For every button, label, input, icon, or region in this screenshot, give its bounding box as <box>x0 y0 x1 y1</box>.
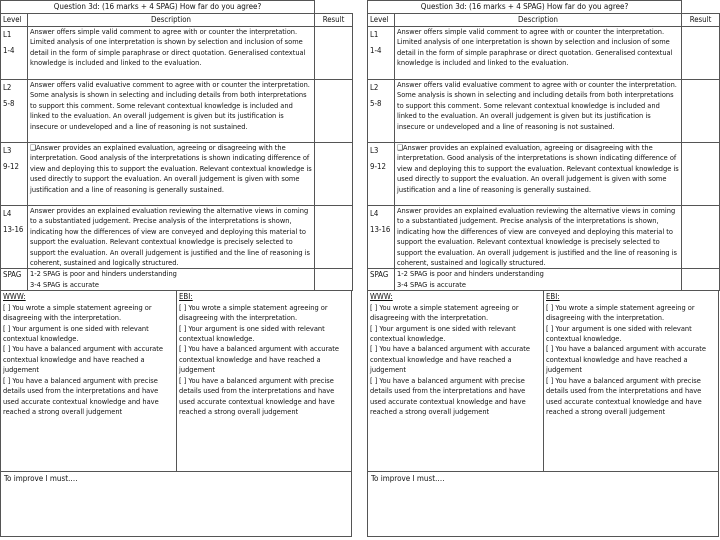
level-tag: L2 <box>370 83 379 92</box>
result-cell[interactable] <box>682 80 720 143</box>
level-range: 1-4 <box>3 46 15 55</box>
level-range: 9-12 <box>370 162 386 171</box>
result-cell[interactable] <box>315 143 353 206</box>
result-cell[interactable] <box>315 80 353 143</box>
spag-result-cell[interactable] <box>682 269 720 291</box>
www-checkbox-item[interactable]: [ ] You have a balanced argument with accurate contextual knowledge and have reached a judgement <box>3 344 163 375</box>
www-checkbox-item[interactable]: [ ] You wrote a simple statement agreeing or disagreeing with the interpretation. <box>370 302 519 323</box>
improve-box[interactable] <box>0 472 352 537</box>
level-description: Answer offers simple valid comment to agree with or counter the interpretation. Limited analysis of one interpretation is shown by selection and inclusion of some detail in the form of simple paraphrase or direct quotation. Generalised contextual knowledge is included and linked to the evaluation. <box>28 27 315 80</box>
level-row-4 <box>368 206 720 269</box>
result-cell[interactable] <box>682 143 720 206</box>
level-tag: L4 <box>370 209 379 218</box>
level-description: Answer offers simple valid comment to agree with or counter the interpretation. Limited analysis of one interpretation is shown by selection and inclusion of some detail in the form of simple paraphrase or direct quotation. Generalised contextual knowledge is included and linked to the evaluation. <box>395 27 682 80</box>
level-range: 5-8 <box>370 99 382 108</box>
level-tag: L4 <box>3 209 12 218</box>
level-range: 5-8 <box>3 99 15 108</box>
www-checkbox-item[interactable]: [ ] You wrote a simple statement agreeing or disagreeing with the interpretation. <box>3 302 152 323</box>
mark-sheet-right <box>367 0 719 537</box>
improve-box[interactable] <box>367 472 719 537</box>
level-row-2 <box>368 80 720 143</box>
spag-line-2: 3-4 SPAG is accurate <box>30 279 99 289</box>
level-range: 13-16 <box>3 225 24 234</box>
www-heading: WWW: <box>3 292 26 302</box>
rubric-table <box>0 0 353 291</box>
ebi-checkbox-item[interactable]: [ ] You wrote a simple statement agreeing or disagreeing with the interpretation. <box>546 302 695 323</box>
result-header: Result <box>682 14 720 27</box>
level-tag: L1 <box>3 30 12 39</box>
feedback-box <box>367 291 719 472</box>
spag-tag: SPAG <box>1 269 28 291</box>
spag-line-1: 1-2 SPAG is poor and hinders understanding <box>30 269 177 279</box>
ebi-heading: EBI: <box>179 292 193 302</box>
ebi-checkbox-item[interactable]: [ ] You have a balanced argument with precise details used from the interpretations and have used accurate contextual knowledge and have reached a strong overall judgement <box>546 375 702 416</box>
improve-prompt: To improve I must…. <box>371 474 445 484</box>
question-title: Question 3d: (16 marks + 4 SPAG) How far do you agree? <box>368 1 682 14</box>
level-range: 9-12 <box>3 162 19 171</box>
result-cell[interactable] <box>315 27 353 80</box>
level-tag: L3 <box>370 146 379 155</box>
ebi-checkbox-item[interactable]: [ ] Your argument is one sided with relevant contextual knowledge. <box>546 323 692 344</box>
spag-line-1: 1-2 SPAG is poor and hinders understanding <box>397 269 544 279</box>
level-row-2 <box>1 80 353 143</box>
feedback-box <box>0 291 352 472</box>
description-header: Description <box>395 14 682 27</box>
www-checkbox-item[interactable]: [ ] Your argument is one sided with relevant contextual knowledge. <box>370 323 516 344</box>
www-heading: WWW: <box>370 292 393 302</box>
level-row-1 <box>1 27 353 80</box>
level-row-3 <box>368 143 720 206</box>
www-checkbox-item[interactable]: [ ] You have a balanced argument with precise details used from the interpretations and have used accurate contextual knowledge and have reached a strong overall judgement <box>370 375 526 416</box>
rubric-table <box>367 0 720 291</box>
level-row-1 <box>368 27 720 80</box>
result-cell[interactable] <box>682 27 720 80</box>
ebi-checkbox-item[interactable]: [ ] You have a balanced argument with accurate contextual knowledge and have reached a judgement <box>179 344 339 375</box>
result-cell[interactable] <box>682 206 720 269</box>
result-cell[interactable] <box>315 206 353 269</box>
level-row-3 <box>1 143 353 206</box>
spag-row <box>1 269 353 291</box>
description-header: Description <box>28 14 315 27</box>
spag-line-2: 3-4 SPAG is accurate <box>397 279 466 289</box>
level-header: Level <box>368 14 395 27</box>
ebi-column <box>543 291 718 471</box>
spag-row <box>368 269 720 291</box>
ebi-checkbox-item[interactable]: [ ] You have a balanced argument with accurate contextual knowledge and have reached a judgement <box>546 344 706 375</box>
ebi-checkbox-item[interactable]: [ ] You wrote a simple statement agreeing or disagreeing with the interpretation. <box>179 302 328 323</box>
spag-result-cell[interactable] <box>315 269 353 291</box>
level-row-4 <box>1 206 353 269</box>
ebi-heading: EBI: <box>546 292 560 302</box>
level-header: Level <box>1 14 28 27</box>
ebi-checkbox-item[interactable]: [ ] You have a balanced argument with precise details used from the interpretations and have used accurate contextual knowledge and have reached a strong overall judgement <box>179 375 335 416</box>
www-column <box>368 291 543 471</box>
level-tag: L3 <box>3 146 12 155</box>
level-tag: L1 <box>370 30 379 39</box>
level-description: Answer provides an explained evaluation reviewing the alternative views in coming to a substantiated judgement. Precise analysis of the interpretations is shown, indicating how the differences of view are conveyed and deploying this material to support the evaluation. Relevant contextual knowledge is precisely selected to support the evaluation. An overall judgement is justified and the line of reasoning is coherent, sustained and logically structured. <box>395 206 682 269</box>
ebi-column <box>176 291 351 471</box>
www-column <box>1 291 176 471</box>
result-header: Result <box>315 14 353 27</box>
level-description: Answer offers valid evaluative comment to agree with or counter the interpretation. Some analysis is shown in selecting and including details from both interpretations to support this comment. Some relevant contextual knowledge is included and linked to the evaluation. An overall judgement is given but its justification is insecure or undeveloped and a line of reasoning is not sustained. <box>28 80 315 143</box>
level-range: 13-16 <box>370 225 391 234</box>
ebi-checkbox-item[interactable]: [ ] Your argument is one sided with relevant contextual knowledge. <box>179 323 325 344</box>
improve-prompt: To improve I must…. <box>4 474 78 484</box>
level-description: ❑Answer provides an explained evaluation, agreeing or disagreeing with the interpretation. Good analysis of the interpretations is shown indicating difference of view and deploying this to support the evaluation. Relevant contextual knowledge is used directly to support the evaluation. An overall judgement is given with some justification and a line of reasoning is generally sustained. <box>395 143 682 206</box>
www-checkbox-item[interactable]: [ ] You have a balanced argument with accurate contextual knowledge and have reached a judgement <box>370 344 530 375</box>
level-description: Answer offers valid evaluative comment to agree with or counter the interpretation. Some analysis is shown in selecting and including details from both interpretations to support this comment. Some relevant contextual knowledge is included and linked to the evaluation. An overall judgement is given but its justification is insecure or undeveloped and a line of reasoning is not sustained. <box>395 80 682 143</box>
level-range: 1-4 <box>370 46 382 55</box>
question-title: Question 3d: (16 marks + 4 SPAG) How far do you agree? <box>1 1 315 14</box>
www-checkbox-item[interactable]: [ ] You have a balanced argument with precise details used from the interpretations and have used accurate contextual knowledge and have reached a strong overall judgement <box>3 375 159 416</box>
level-description: ❑Answer provides an explained evaluation, agreeing or disagreeing with the interpretation. Good analysis of the interpretations is shown indicating difference of view and deploying this to support the evaluation. Relevant contextual knowledge is used directly to support the evaluation. An overall judgement is given with some justification and a line of reasoning is generally sustained. <box>28 143 315 206</box>
mark-sheet-left <box>0 0 352 537</box>
level-tag: L2 <box>3 83 12 92</box>
www-checkbox-item[interactable]: [ ] Your argument is one sided with relevant contextual knowledge. <box>3 323 149 344</box>
level-description: Answer provides an explained evaluation reviewing the alternative views in coming to a substantiated judgement. Precise analysis of the interpretations is shown, indicating how the differences of view are conveyed and deploying this material to support the evaluation. Relevant contextual knowledge is precisely selected to support the evaluation. An overall judgement is justified and the line of reasoning is coherent, sustained and logically structured. <box>28 206 315 269</box>
spag-tag: SPAG <box>368 269 395 291</box>
